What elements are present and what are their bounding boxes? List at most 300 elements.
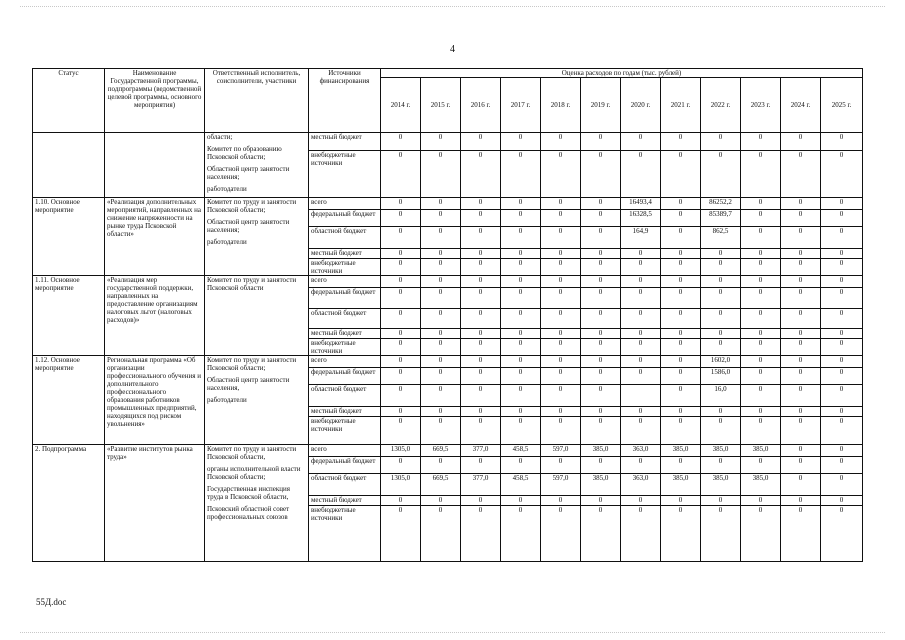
amount-cell: 0 [821,417,863,445]
amount-cell: 0 [701,133,741,151]
amount-cell: 0 [381,133,421,151]
amount-cell: 0 [461,407,501,417]
amount-cell: 0 [581,385,621,407]
amount-cell: 0 [821,133,863,151]
amount-cell: 0 [821,445,863,457]
amount-cell: 0 [781,445,821,457]
amount-cell: 0 [501,288,541,309]
amount-cell: 0 [581,227,621,249]
amount-cell: 0 [541,309,581,329]
amount-cell: 0 [581,133,621,151]
amount-cell: 0 [741,368,781,385]
amount-cell: 0 [541,368,581,385]
amount-cell: 0 [821,356,863,368]
amount-cell: 0 [381,249,421,259]
amount-cell: 0 [421,259,461,276]
amount-cell: 0 [741,259,781,276]
amount-cell: 0 [581,457,621,474]
amount-cell: 0 [581,150,621,198]
amount-cell: 0 [741,150,781,198]
amount-cell: 0 [621,356,661,368]
amount-cell: 0 [741,249,781,259]
amount-cell: 0 [541,288,581,309]
amount-cell: 0 [821,407,863,417]
amount-cell: 0 [501,339,541,356]
amount-cell: 0 [381,276,421,288]
table-row [33,356,863,368]
amount-cell: 0 [661,198,701,210]
amount-cell: 0 [781,198,821,210]
amount-cell: 0 [701,309,741,329]
scan-bottom-edge [20,632,885,633]
amount-cell: 0 [621,368,661,385]
amount-cell: 0 [421,249,461,259]
amount-cell: 0 [701,150,741,198]
amount-cell: 0 [541,276,581,288]
amount-cell: 0 [781,407,821,417]
responsible-party: Областной центр занятости населения; [207,165,290,181]
amount-cell: 0 [501,198,541,210]
amount-cell: 0 [541,198,581,210]
amount-cell: 669,5 [421,474,461,496]
responsible-party: Псковский областной совет профессиональных союзов [207,505,290,521]
amount-cell: 0 [381,385,421,407]
amount-cell: 0 [501,133,541,151]
status-cell: 1.12. Основное мероприятие [33,356,105,445]
amount-cell: 0 [661,457,701,474]
amount-cell: 0 [581,288,621,309]
funding-source-cell: местный бюджет [309,249,381,259]
amount-cell: 0 [501,150,541,198]
amount-cell: 0 [541,227,581,249]
amount-cell: 0 [661,339,701,356]
amount-cell: 0 [381,259,421,276]
amount-cell: 0 [461,417,501,445]
funding-source-cell: федеральный бюджет [309,288,381,309]
amount-cell: 0 [781,259,821,276]
funding-source-cell: внебюджетные источники [309,150,381,198]
funding-source-cell: областной бюджет [309,227,381,249]
funding-source-cell: федеральный бюджет [309,368,381,385]
amount-cell: 0 [461,339,501,356]
amount-cell: 0 [581,339,621,356]
amount-cell: 0 [501,309,541,329]
amount-cell: 0 [661,210,701,227]
amount-cell: 0 [701,276,741,288]
amount-cell: 0 [781,249,821,259]
amount-cell: 458,5 [501,445,541,457]
amount-cell: 1305,0 [381,445,421,457]
amount-cell: 0 [541,339,581,356]
amount-cell: 0 [381,407,421,417]
amount-cell: 0 [501,496,541,506]
table-row [33,198,863,210]
amount-cell: 0 [541,259,581,276]
responsible-party: Комитет по труду и занятости Псковской области [207,276,297,292]
amount-cell: 0 [501,506,541,562]
responsible-party: Комитет по труду и занятости Псковской области, [207,445,297,461]
amount-cell: 0 [581,329,621,339]
amount-cell: 0 [541,329,581,339]
amount-cell: 0 [421,309,461,329]
amount-cell: 0 [781,368,821,385]
amount-cell: 0 [661,150,701,198]
header-estimate: Оценка расходов по годам (тыс. рублей) [381,69,863,78]
amount-cell: 0 [821,288,863,309]
responsible-party: Областной центр занятости населения; [207,218,290,234]
funding-source-cell: федеральный бюджет [309,210,381,227]
table-body [33,133,863,562]
amount-cell: 0 [821,259,863,276]
funding-source-cell: федеральный бюджет [309,457,381,474]
responsible-cell [205,356,309,445]
amount-cell: 0 [821,474,863,496]
amount-cell: 0 [701,339,741,356]
amount-cell: 85389,7 [701,210,741,227]
amount-cell: 0 [541,249,581,259]
amount-cell: 0 [421,385,461,407]
header-name: Наименование Государственной программы, подпрограммы (ведомственной целевой программы, основного мероприятия) [105,69,205,133]
responsible-cell [205,445,309,562]
amount-cell: 0 [581,417,621,445]
amount-cell: 0 [821,198,863,210]
responsible-party: области; [207,133,233,141]
amount-cell: 0 [461,276,501,288]
amount-cell: 0 [661,368,701,385]
amount-cell: 862,5 [701,227,741,249]
responsible-cell [205,198,309,276]
amount-cell: 0 [621,150,661,198]
amount-cell: 0 [421,227,461,249]
funding-source-cell: областной бюджет [309,385,381,407]
amount-cell: 0 [541,496,581,506]
amount-cell: 0 [741,496,781,506]
header-status: Статус [33,69,105,133]
amount-cell: 0 [781,339,821,356]
amount-cell: 0 [541,150,581,198]
amount-cell: 0 [821,329,863,339]
amount-cell: 0 [421,276,461,288]
amount-cell: 0 [821,227,863,249]
amount-cell: 0 [621,276,661,288]
responsible-party: Комитет по образованию Псковской области; [207,145,282,161]
amount-cell: 0 [541,457,581,474]
funding-source-cell: местный бюджет [309,407,381,417]
responsible-party: работодатели [207,396,247,404]
amount-cell: 0 [381,457,421,474]
program-name-cell: «Развитие институтов рынка труда» [105,445,205,562]
amount-cell: 377,0 [461,474,501,496]
amount-cell: 0 [381,227,421,249]
amount-cell: 0 [421,150,461,198]
amount-cell: 0 [661,385,701,407]
program-name-cell: «Реализация мер государственной поддержки, направленных на предоставление организациям налоговых льгот (налоговых расходов)» [105,276,205,356]
amount-cell: 385,0 [741,445,781,457]
amount-cell: 0 [781,150,821,198]
amount-cell: 1602,0 [701,356,741,368]
funding-source-cell: всего [309,356,381,368]
amount-cell: 0 [661,506,701,562]
amount-cell: 0 [821,249,863,259]
amount-cell: 0 [461,133,501,151]
amount-cell: 0 [621,339,661,356]
funding-source-cell: местный бюджет [309,329,381,339]
amount-cell: 0 [781,474,821,496]
page-number: 4 [450,44,455,55]
amount-cell: 16328,5 [621,210,661,227]
header-year: 2014 г. [381,78,421,133]
header-year: 2015 г. [421,78,461,133]
amount-cell: 0 [501,210,541,227]
amount-cell: 0 [461,210,501,227]
amount-cell: 0 [821,339,863,356]
amount-cell: 0 [621,407,661,417]
amount-cell: 0 [461,309,501,329]
amount-cell: 0 [421,356,461,368]
document-filename: 55Д.doc [36,597,67,607]
amount-cell: 0 [581,276,621,288]
amount-cell: 0 [421,496,461,506]
responsible-party: работодатели [207,238,247,246]
status-cell: 1.11. Основное мероприятие [33,276,105,356]
funding-source-cell: внебюджетные источники [309,339,381,356]
amount-cell: 0 [701,407,741,417]
amount-cell: 0 [741,227,781,249]
amount-cell: 0 [781,210,821,227]
amount-cell: 0 [501,417,541,445]
amount-cell: 0 [781,133,821,151]
amount-cell: 0 [461,288,501,309]
amount-cell: 1305,0 [381,474,421,496]
amount-cell: 0 [461,457,501,474]
amount-cell: 0 [661,249,701,259]
status-cell: 2. Подпрограмма [33,445,105,562]
responsible-cell [205,276,309,356]
funding-source-cell: местный бюджет [309,496,381,506]
amount-cell: 0 [741,417,781,445]
header-year: 2020 г. [621,78,661,133]
amount-cell: 0 [501,276,541,288]
amount-cell: 0 [821,385,863,407]
amount-cell: 0 [821,457,863,474]
amount-cell: 0 [661,309,701,329]
amount-cell: 0 [781,385,821,407]
amount-cell: 0 [741,407,781,417]
amount-cell: 0 [581,259,621,276]
responsible-party: работодатели [207,185,247,193]
amount-cell: 0 [381,329,421,339]
amount-cell: 0 [741,198,781,210]
amount-cell: 0 [461,259,501,276]
header-year: 2024 г. [781,78,821,133]
responsible-party: Государственная инспекция труда в Псковской области, [207,485,291,501]
amount-cell: 0 [381,198,421,210]
amount-cell: 0 [621,506,661,562]
amount-cell: 0 [821,496,863,506]
amount-cell: 385,0 [581,445,621,457]
amount-cell: 0 [741,288,781,309]
amount-cell: 0 [781,227,821,249]
amount-cell: 597,0 [541,474,581,496]
header-year: 2019 г. [581,78,621,133]
amount-cell: 0 [781,417,821,445]
amount-cell: 0 [781,356,821,368]
amount-cell: 0 [501,227,541,249]
funding-source-cell: внебюджетные источники [309,259,381,276]
amount-cell: 0 [821,150,863,198]
table-row [33,445,863,457]
amount-cell: 363,0 [621,445,661,457]
amount-cell: 0 [381,496,421,506]
amount-cell: 0 [461,496,501,506]
amount-cell: 0 [621,457,661,474]
amount-cell: 0 [501,385,541,407]
amount-cell: 385,0 [741,474,781,496]
amount-cell: 0 [621,133,661,151]
amount-cell: 0 [781,276,821,288]
status-cell: 1.10. Основное мероприятие [33,198,105,276]
amount-cell: 0 [381,368,421,385]
amount-cell: 0 [501,329,541,339]
amount-cell: 0 [621,249,661,259]
amount-cell: 0 [421,407,461,417]
amount-cell: 0 [821,309,863,329]
responsible-party: Комитет по труду и занятости Псковской области; [207,356,297,372]
amount-cell: 0 [581,356,621,368]
header-year: 2017 г. [501,78,541,133]
amount-cell: 0 [661,356,701,368]
amount-cell: 0 [661,417,701,445]
amount-cell: 0 [541,385,581,407]
amount-cell: 0 [581,407,621,417]
amount-cell: 0 [741,356,781,368]
amount-cell: 0 [741,276,781,288]
amount-cell: 0 [501,249,541,259]
amount-cell: 0 [461,356,501,368]
amount-cell: 0 [381,356,421,368]
scan-top-edge [20,6,885,7]
funding-source-cell: всего [309,276,381,288]
amount-cell: 0 [661,496,701,506]
funding-source-cell: местный бюджет [309,133,381,151]
amount-cell: 0 [701,288,741,309]
amount-cell: 86252,2 [701,198,741,210]
funding-source-cell: всего [309,445,381,457]
amount-cell: 1586,0 [701,368,741,385]
amount-cell: 0 [421,417,461,445]
amount-cell: 0 [581,249,621,259]
funding-source-cell: внебюджетные источники [309,506,381,562]
amount-cell: 0 [381,210,421,227]
amount-cell: 0 [781,288,821,309]
amount-cell: 0 [461,329,501,339]
amount-cell: 0 [621,496,661,506]
funding-source-cell: областной бюджет [309,474,381,496]
program-name-cell: Региональная программа «Об организации профессионального обучения и дополнительного профессионального образования работников промышленных предприятий, находящихся под риском увольнения» [105,356,205,445]
amount-cell: 0 [741,339,781,356]
header-sources: Источники финансирования [309,69,381,133]
amount-cell: 385,0 [661,445,701,457]
amount-cell: 0 [621,288,661,309]
amount-cell: 0 [501,356,541,368]
amount-cell: 0 [661,133,701,151]
amount-cell: 0 [621,329,661,339]
amount-cell: 0 [661,407,701,417]
amount-cell: 0 [821,506,863,562]
amount-cell: 0 [821,276,863,288]
amount-cell: 0 [661,329,701,339]
amount-cell: 0 [421,288,461,309]
funding-source-cell: внебюджетные источники [309,417,381,445]
amount-cell: 0 [701,506,741,562]
amount-cell: 0 [421,210,461,227]
amount-cell: 0 [501,407,541,417]
amount-cell: 0 [781,496,821,506]
table-row [33,276,863,288]
amount-cell: 0 [461,506,501,562]
amount-cell: 0 [381,288,421,309]
amount-cell: 385,0 [661,474,701,496]
amount-cell: 0 [381,417,421,445]
amount-cell: 0 [621,417,661,445]
amount-cell: 0 [581,198,621,210]
amount-cell: 0 [781,506,821,562]
amount-cell: 0 [741,457,781,474]
amount-cell: 0 [781,309,821,329]
amount-cell: 0 [701,496,741,506]
amount-cell: 0 [741,385,781,407]
amount-cell: 0 [621,309,661,329]
amount-cell: 0 [821,210,863,227]
amount-cell: 0 [781,329,821,339]
amount-cell: 0 [741,133,781,151]
amount-cell: 0 [661,227,701,249]
amount-cell: 0 [581,496,621,506]
amount-cell: 16,0 [701,385,741,407]
amount-cell: 377,0 [461,445,501,457]
amount-cell: 0 [701,329,741,339]
responsible-party: органы исполнительной власти Псковской области; [207,465,301,481]
amount-cell: 16493,4 [621,198,661,210]
amount-cell: 0 [541,133,581,151]
amount-cell: 0 [741,329,781,339]
amount-cell: 0 [741,210,781,227]
amount-cell: 0 [501,259,541,276]
amount-cell: 0 [621,259,661,276]
amount-cell: 0 [381,506,421,562]
amount-cell: 0 [541,210,581,227]
program-name-cell [105,133,205,198]
header-year: 2023 г. [741,78,781,133]
amount-cell: 363,0 [621,474,661,496]
responsible-party: Областной центр занятости населения, [207,376,290,392]
amount-cell: 0 [581,210,621,227]
funding-source-cell: всего [309,198,381,210]
responsible-cell [205,133,309,198]
amount-cell: 0 [781,457,821,474]
amount-cell: 0 [421,368,461,385]
header-year: 2016 г. [461,78,501,133]
amount-cell: 0 [461,249,501,259]
header-year: 2025 г. [821,78,863,133]
program-name-cell: «Реализация дополнительных мероприятий, направленных на снижение напряженности на рынке труда Псковской области» [105,198,205,276]
amount-cell [621,385,661,407]
amount-cell: 164,9 [621,227,661,249]
table-row [33,133,863,151]
amount-cell: 0 [461,150,501,198]
header-responsible: Ответственный исполнитель, соисполнители, участники [205,69,309,133]
amount-cell: 0 [581,506,621,562]
